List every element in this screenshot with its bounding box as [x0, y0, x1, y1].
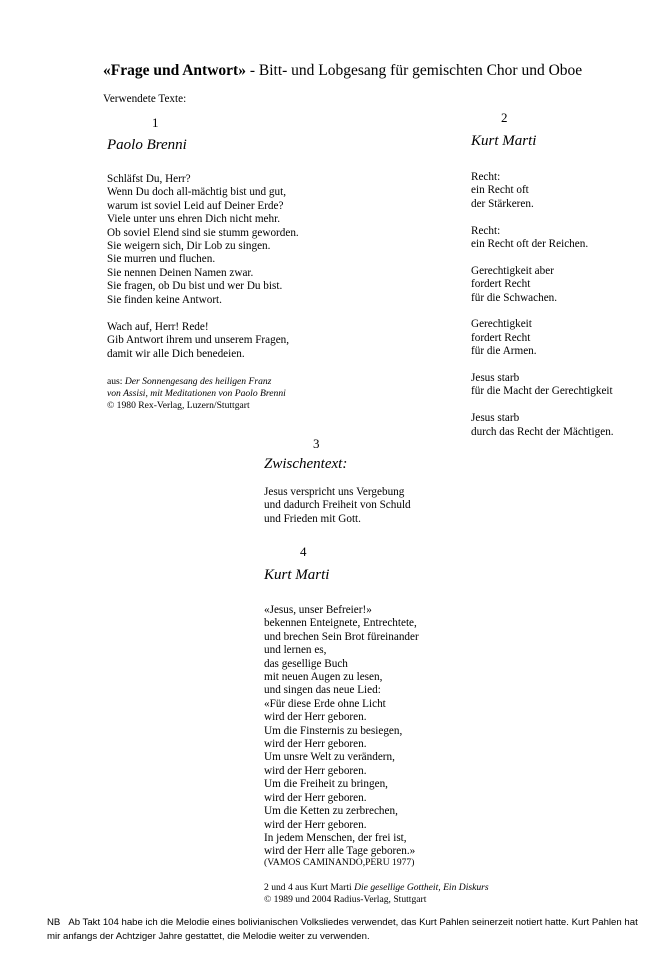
poem-line: Sie murren und fluchen. [107, 253, 216, 266]
poem-line: «Jesus, unser Befreier!» [264, 604, 372, 616]
poem-line: wird der Herr geboren. [264, 764, 367, 777]
credit-book-title: Der Sonnengesang des heiligen Franz [124, 376, 272, 387]
poem-line: fordert Recht [471, 278, 531, 291]
poem-line: warum ist soviel Leid auf Deiner Erde? [107, 199, 284, 212]
section1-stanza2 [107, 321, 289, 361]
poem-line: und lernen es, [264, 644, 327, 657]
poem-line: Um die Ketten zu zerbrechen, [264, 805, 398, 818]
section4-number: 4 [300, 544, 307, 559]
section1-author: Paolo Brenni [107, 137, 187, 153]
section1-stanza1 [107, 173, 299, 307]
section3-text [264, 486, 411, 526]
section2-poem [471, 171, 614, 439]
section4-credit [264, 882, 489, 906]
poem-line: für die Macht der Gerechtigkeit [471, 385, 613, 398]
poem-line: In jedem Menschen, der frei ist, [264, 831, 407, 844]
section2-number: 2 [501, 110, 508, 125]
poem-line: ein Recht oft [471, 184, 529, 197]
poem-line: ein Recht oft der Reichen. [471, 238, 589, 251]
section2-author: Kurt Marti [471, 133, 537, 149]
section3-number: 3 [313, 436, 320, 451]
stanza [471, 265, 614, 305]
poem-line: Wenn Du doch all-mächtig bist und gut, [107, 186, 286, 199]
credit4-book-title: Die gesellige Gottheit, Ein Diskurs [354, 882, 489, 893]
section4-author: Kurt Marti [264, 567, 330, 583]
stanza [471, 225, 614, 252]
poem-line: Viele unter uns ehren Dich nicht mehr. [107, 213, 280, 226]
section1-credit [107, 376, 286, 412]
page-title [103, 62, 582, 80]
poem-line: und Frieden mit Gott. [264, 512, 361, 525]
credit4-copyright: © 1989 und 2004 Radius-Verlag, Stuttgart [264, 894, 427, 905]
section4-origin: (VAMOS CAMINANDO,PERU 1977) [264, 857, 415, 868]
poem-line: Ob soviel Elend sind sie stumm geworden. [107, 226, 299, 239]
poem-line: Jesus starb [471, 412, 520, 425]
credit-copyright: © 1980 Rex-Verlag, Luzern/Stuttgart [107, 400, 250, 411]
footnote-label: NB [47, 917, 61, 928]
poem-line: Gib Antwort ihrem und unserem Fragen, [107, 334, 290, 347]
poem-line: und dadurch Freiheit von Schuld [264, 499, 411, 512]
section1-number: 1 [152, 115, 159, 130]
poem-line: Sie weigern sich, Dir Lob zu singen. [107, 240, 271, 253]
title-rest: - Bitt- und Lobgesang für gemischten Chor und Oboe [245, 62, 583, 79]
poem-line: fordert Recht [471, 331, 531, 344]
footnote-text: Ab Takt 104 habe ich die Melodie eines bolivianischen Volksliedes verwendet, das Kurt Pahlen seinerzeit notiert hatte. Kurt Pahlen hat mir anfangs der Achtziger Jahre gestattet, die Melodie weiter zu verwenden. [47, 917, 638, 942]
poem-line: Um unsre Welt zu verändern, [264, 751, 395, 764]
section4-poem [264, 604, 419, 859]
poem-line: Schläfst Du, Herr? [107, 173, 191, 185]
poem-line: durch das Recht der Mächtigen. [471, 425, 614, 438]
poem-line: Um die Freiheit zu bringen, [264, 778, 388, 791]
poem-line: Jesus verspricht uns Vergebung [264, 486, 405, 498]
poem-line: Jesus starb [471, 372, 520, 385]
poem-line: Um die Finsternis zu besiegen, [264, 724, 403, 737]
poem-line: «Für diese Erde ohne Licht [264, 697, 386, 710]
poem-line: für die Schwachen. [471, 291, 558, 304]
stanza [471, 412, 614, 439]
footnote [47, 916, 647, 943]
poem-line: Gerechtigkeit aber [471, 264, 554, 277]
poem-line: und brechen Sein Brot füreinander [264, 630, 419, 643]
stanza [471, 372, 614, 399]
poem-line: das gesellige Buch [264, 657, 348, 670]
poem-line: Wach auf, Herr! Rede! [107, 321, 209, 333]
credit-prefix: aus: [107, 376, 125, 387]
poem-line: Sie fragen, ob Du bist und wer Du bist. [107, 280, 283, 293]
title-bold: «Frage und Antwort» [103, 62, 246, 79]
stanza [471, 171, 614, 211]
poem-line: Recht: [471, 224, 501, 237]
stanza [471, 318, 614, 358]
credit-book-subtitle: von Assisi, mit Meditationen von Paolo Brenni [107, 388, 286, 399]
poem-line: wird der Herr geboren. [264, 738, 367, 751]
poem-line: wird der Herr alle Tage geboren.» [264, 845, 416, 858]
poem-line: wird der Herr geboren. [264, 791, 367, 804]
poem-line: der Stärkeren. [471, 197, 534, 210]
poem-line: und singen das neue Lied: [264, 684, 381, 697]
used-texts-label: Verwendete Texte: [103, 93, 187, 105]
poem-line: Sie finden keine Antwort. [107, 293, 222, 306]
poem-line: für die Armen. [471, 345, 537, 358]
poem-line: wird der Herr geboren. [264, 818, 367, 831]
poem-line: bekennen Enteignete, Entrechtete, [264, 617, 417, 630]
poem-line: wird der Herr geboren. [264, 711, 367, 724]
poem-line: Sie nennen Deinen Namen zwar. [107, 266, 254, 279]
credit4-prefix: 2 und 4 aus Kurt Marti [264, 882, 355, 893]
section3-heading: Zwischentext: [264, 456, 348, 472]
poem-line: mit neuen Augen zu lesen, [264, 671, 383, 684]
poem-line: Recht: [471, 171, 501, 183]
poem-line: damit wir alle Dich benedeien. [107, 347, 245, 360]
poem-line: Gerechtigkeit [471, 318, 532, 331]
